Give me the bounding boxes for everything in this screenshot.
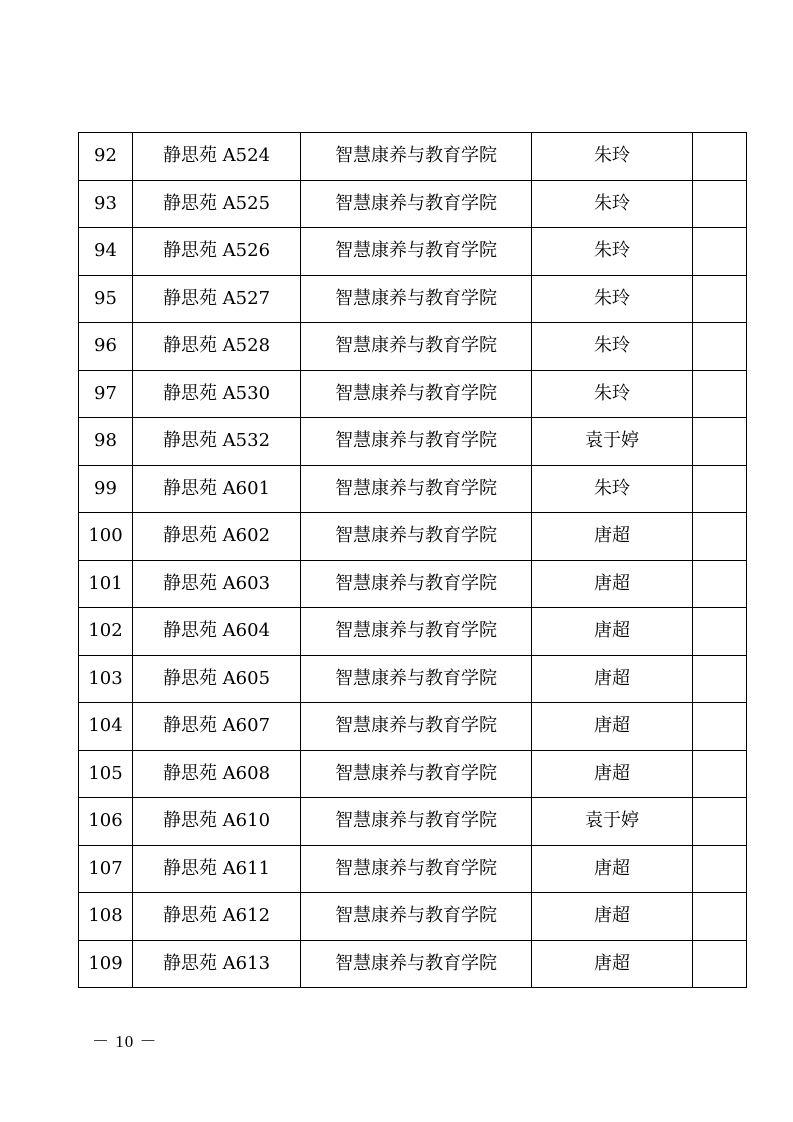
note-cell <box>693 133 747 181</box>
room-cell: 静思苑 A530 <box>133 370 301 418</box>
college-cell: 智慧康养与教育学院 <box>301 750 532 798</box>
row-number-cell: 109 <box>79 940 133 988</box>
room-cell: 静思苑 A526 <box>133 228 301 276</box>
person-in-charge-cell: 唐超 <box>532 893 693 941</box>
row-number-cell: 105 <box>79 750 133 798</box>
row-number-cell: 104 <box>79 703 133 751</box>
college-cell: 智慧康养与教育学院 <box>301 465 532 513</box>
table-row <box>79 655 747 703</box>
table-row <box>79 703 747 751</box>
room-cell: 静思苑 A612 <box>133 893 301 941</box>
room-cell: 静思苑 A527 <box>133 275 301 323</box>
person-in-charge-cell: 朱玲 <box>532 323 693 371</box>
table-row <box>79 228 747 276</box>
table-row <box>79 513 747 561</box>
row-number-cell: 107 <box>79 845 133 893</box>
person-in-charge-cell: 朱玲 <box>532 228 693 276</box>
note-cell <box>693 798 747 846</box>
college-cell: 智慧康养与教育学院 <box>301 323 532 371</box>
room-cell: 静思苑 A604 <box>133 608 301 656</box>
person-in-charge-cell: 唐超 <box>532 655 693 703</box>
note-cell <box>693 323 747 371</box>
room-cell: 静思苑 A610 <box>133 798 301 846</box>
table-row <box>79 845 747 893</box>
note-cell <box>693 560 747 608</box>
table-row <box>79 180 747 228</box>
college-cell: 智慧康养与教育学院 <box>301 940 532 988</box>
room-cell: 静思苑 A607 <box>133 703 301 751</box>
row-number-cell: 94 <box>79 228 133 276</box>
person-in-charge-cell: 唐超 <box>532 513 693 561</box>
room-cell: 静思苑 A532 <box>133 418 301 466</box>
row-number-cell: 101 <box>79 560 133 608</box>
table-body <box>79 133 747 988</box>
college-cell: 智慧康养与教育学院 <box>301 370 532 418</box>
room-cell: 静思苑 A528 <box>133 323 301 371</box>
college-cell: 智慧康养与教育学院 <box>301 845 532 893</box>
person-in-charge-cell: 唐超 <box>532 703 693 751</box>
note-cell <box>693 940 747 988</box>
note-cell <box>693 180 747 228</box>
room-cell: 静思苑 A525 <box>133 180 301 228</box>
note-cell <box>693 703 747 751</box>
table-row <box>79 275 747 323</box>
person-in-charge-cell: 唐超 <box>532 750 693 798</box>
dormitory-table <box>78 132 747 988</box>
person-in-charge-cell: 唐超 <box>532 845 693 893</box>
college-cell: 智慧康养与教育学院 <box>301 228 532 276</box>
note-cell <box>693 275 747 323</box>
row-number-cell: 92 <box>79 133 133 181</box>
note-cell <box>693 418 747 466</box>
table-row <box>79 133 747 181</box>
college-cell: 智慧康养与教育学院 <box>301 560 532 608</box>
person-in-charge-cell: 袁于婷 <box>532 798 693 846</box>
note-cell <box>693 655 747 703</box>
college-cell: 智慧康养与教育学院 <box>301 180 532 228</box>
note-cell <box>693 513 747 561</box>
person-in-charge-cell: 朱玲 <box>532 370 693 418</box>
person-in-charge-cell: 唐超 <box>532 560 693 608</box>
table-row <box>79 893 747 941</box>
college-cell: 智慧康养与教育学院 <box>301 418 532 466</box>
note-cell <box>693 750 747 798</box>
note-cell <box>693 370 747 418</box>
row-number-cell: 102 <box>79 608 133 656</box>
row-number-cell: 108 <box>79 893 133 941</box>
row-number-cell: 106 <box>79 798 133 846</box>
table-row <box>79 608 747 656</box>
row-number-cell: 100 <box>79 513 133 561</box>
room-cell: 静思苑 A601 <box>133 465 301 513</box>
row-number-cell: 98 <box>79 418 133 466</box>
room-cell: 静思苑 A602 <box>133 513 301 561</box>
person-in-charge-cell: 唐超 <box>532 940 693 988</box>
person-in-charge-cell: 朱玲 <box>532 180 693 228</box>
person-in-charge-cell: 朱玲 <box>532 275 693 323</box>
table-row <box>79 560 747 608</box>
note-cell <box>693 893 747 941</box>
room-cell: 静思苑 A524 <box>133 133 301 181</box>
college-cell: 智慧康养与教育学院 <box>301 798 532 846</box>
table-row <box>79 323 747 371</box>
row-number-cell: 99 <box>79 465 133 513</box>
table-row <box>79 418 747 466</box>
note-cell <box>693 608 747 656</box>
person-in-charge-cell: 唐超 <box>532 608 693 656</box>
room-cell: 静思苑 A605 <box>133 655 301 703</box>
table-row <box>79 798 747 846</box>
college-cell: 智慧康养与教育学院 <box>301 275 532 323</box>
person-in-charge-cell: 袁于婷 <box>532 418 693 466</box>
room-cell: 静思苑 A611 <box>133 845 301 893</box>
room-cell: 静思苑 A608 <box>133 750 301 798</box>
row-number-cell: 96 <box>79 323 133 371</box>
room-cell: 静思苑 A613 <box>133 940 301 988</box>
table-row <box>79 370 747 418</box>
table-row <box>79 750 747 798</box>
table-row <box>79 940 747 988</box>
note-cell <box>693 465 747 513</box>
college-cell: 智慧康养与教育学院 <box>301 703 532 751</box>
college-cell: 智慧康养与教育学院 <box>301 513 532 561</box>
row-number-cell: 93 <box>79 180 133 228</box>
table-row <box>79 465 747 513</box>
college-cell: 智慧康养与教育学院 <box>301 133 532 181</box>
row-number-cell: 97 <box>79 370 133 418</box>
room-cell: 静思苑 A603 <box>133 560 301 608</box>
person-in-charge-cell: 朱玲 <box>532 465 693 513</box>
note-cell <box>693 228 747 276</box>
person-in-charge-cell: 朱玲 <box>532 133 693 181</box>
row-number-cell: 103 <box>79 655 133 703</box>
note-cell <box>693 845 747 893</box>
page-number: － 10 － <box>92 1032 158 1051</box>
row-number-cell: 95 <box>79 275 133 323</box>
college-cell: 智慧康养与教育学院 <box>301 655 532 703</box>
college-cell: 智慧康养与教育学院 <box>301 893 532 941</box>
college-cell: 智慧康养与教育学院 <box>301 608 532 656</box>
